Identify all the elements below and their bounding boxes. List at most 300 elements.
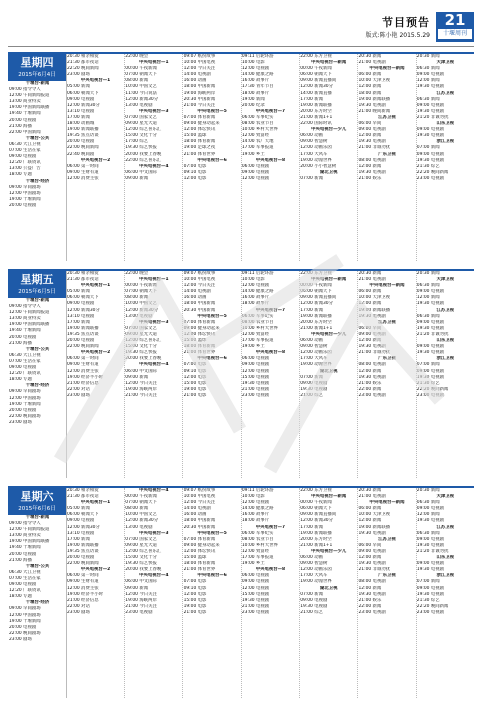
day-name: 星期五 — [20, 273, 54, 286]
day-header — [8, 488, 66, 515]
program-entry: 19:00 新闻联播 — [300, 313, 332, 319]
program-entry: 22:00 新闻 — [358, 603, 382, 609]
program-entry: 09:00 生财有道 — [67, 362, 99, 368]
program-entry: 06:00 朝闻天下 — [67, 90, 99, 96]
program-entry: 18:00 专题 — [9, 377, 32, 383]
program-entry: 20:30 新闻 — [416, 54, 440, 59]
program-entry: 11:00 今日说法 — [125, 90, 157, 96]
program-entry: 21:00 娱乐 — [358, 597, 382, 603]
program-entry: 10:00 电影 — [241, 494, 265, 500]
program-entry: 09:00 生财有道 — [67, 169, 99, 175]
program-entry: 09:00 电视剧 — [416, 536, 445, 542]
program-entry: 21:30 综艺 — [416, 380, 440, 386]
program-entry: 18:00 体育新闻 — [183, 344, 216, 350]
program-entry: 22:40 晚间剧 — [67, 151, 95, 157]
channel-heading: 湖北卫视 — [319, 368, 338, 374]
program-entry: 21:00 今日关注 — [125, 392, 157, 398]
program-entry: 07:00 国家文艺 — [125, 536, 157, 542]
channel-heading: 江苏卫视 — [378, 319, 396, 325]
program-entry: 09:00 电视剧 — [9, 365, 37, 371]
program-entry: 12:00 电影 — [183, 591, 207, 597]
program-entry: 09:00 电视剧 — [416, 344, 445, 350]
channel-heading: 湖北卫视 — [319, 169, 338, 175]
program-entry: 21:00 新闻1+1 — [300, 542, 333, 548]
program-entry: 07:00 新闻 — [416, 362, 440, 368]
program-entry: 20:00 我要上春晚 — [125, 356, 162, 362]
program-entry: 12:00 体坛快讯 — [183, 548, 216, 554]
program-entry: 19:30 电视剧 — [416, 325, 445, 331]
program-entry: 09:00 电视剧 — [67, 96, 95, 102]
program-entry: 21:00 海播 — [9, 557, 32, 563]
channel-heading: 中央电视台—1 — [80, 500, 111, 506]
header-rule — [8, 46, 474, 47]
program-entry: 14:00 农广天地 — [241, 139, 274, 145]
page-number: 21 — [444, 11, 466, 29]
channel-heading: 中央电视台—少儿 — [311, 127, 347, 133]
program-entry: 09:00 星光大道 — [125, 542, 157, 548]
program-entry: 12:00 新闻 — [358, 585, 382, 591]
program-entry: 13:00 商业特卖 — [9, 316, 41, 322]
program-entry: 10:00 电影 — [241, 60, 265, 66]
program-entry: 21:00 海播 — [9, 340, 32, 346]
channel-heading: 中央电视台—5 — [197, 530, 227, 536]
schedule-column — [66, 54, 125, 261]
program-entry: 19:00 乡土 — [241, 561, 265, 567]
program-entry: 12:00 午间新闻报道 — [9, 527, 50, 533]
program-entry: 06:30 新闻 — [416, 313, 440, 319]
program-entry: 00:00 午夜新闻 — [300, 500, 332, 506]
program-entry: 19:30 电视剧 — [358, 374, 386, 380]
program-entry: 08:00 新闻 — [125, 295, 149, 301]
program-entry: 09:00 智慧树 — [300, 139, 328, 145]
program-entry: 20:00 电视剧 — [67, 338, 95, 344]
day-column — [8, 54, 67, 261]
program-entry: 17:00 新闻 — [300, 96, 324, 102]
program-entry: 12:00 体坛快讯 — [183, 127, 216, 133]
program-entry: 23:00 剧场 — [67, 72, 90, 78]
program-entry: 20:30 新闻 — [358, 54, 382, 59]
program-entry: 09:00 新闻直播间 — [300, 512, 337, 518]
program-entry: 22:00 晚间剧场 — [9, 630, 41, 636]
program-entry: 06:00 早间 — [358, 325, 382, 331]
program-entry: 09:00 指令令人 — [9, 304, 41, 310]
program-entry: 19:30 电视剧 — [416, 350, 445, 356]
program-entry: 19:00 新闻联播 — [300, 530, 332, 536]
channel-heading: 中央电视台—4 — [139, 573, 169, 579]
program-entry: 22:00 东方卫视 — [300, 271, 332, 276]
program-entry: 22:00 中国新闻 — [9, 129, 41, 135]
channel-heading: 天津卫视 — [436, 277, 455, 283]
program-entry: 13:10 电视剧 — [67, 530, 95, 536]
program-entry: 17:00 新闻 — [300, 307, 324, 313]
day-column — [8, 271, 67, 478]
program-entry: 12:00 新闻 — [358, 84, 382, 90]
program-entry: 12:00 消费主张 — [67, 368, 99, 374]
program-entry: 16:00 故事片 — [241, 78, 270, 84]
channel-heading: 广东卫视 — [378, 151, 396, 157]
program-entry: 09:00 早间剧场 — [9, 606, 41, 612]
program-entry: 06:30 新闻 — [416, 500, 440, 506]
program-entry: 23:00 电视剧 — [416, 392, 445, 398]
program-entry: 19:00 新闻联播 — [358, 307, 391, 313]
program-entry: 20:30 新闻 — [416, 488, 440, 493]
program-entry: 07:00 体育新闻 — [183, 114, 216, 120]
program-entry: 12:00 动画乐园 — [300, 350, 332, 356]
program-entry: 06:30 新闻 — [416, 530, 440, 536]
program-entry: 06:00 中文国际 — [125, 579, 157, 585]
program-entry: 19:30 电视剧 — [416, 301, 445, 307]
program-entry: 20:00 电视剧 — [67, 555, 95, 561]
program-entry: 19:00 海峡两岸 — [125, 597, 157, 603]
program-entry: 19:00 新闻联播 — [67, 127, 99, 133]
program-entry: 07:00 生活在家 — [9, 358, 41, 364]
day-name: 星期六 — [20, 490, 54, 503]
program-entry: 21:00 综艺 — [300, 609, 324, 615]
program-entry: 19:35 焦点访谈 — [67, 331, 99, 337]
schedule-column — [416, 54, 474, 261]
program-entry: 06:00 朝闻天下 — [300, 506, 332, 512]
program-entry: 12:00 新闻30分 — [67, 307, 100, 313]
program-entry: 21:30 综艺 — [416, 597, 440, 603]
program-entry: 19:30 电视剧 — [416, 84, 445, 90]
program-entry: 09:00 生财有道 — [67, 579, 99, 585]
program-entry: 09:00 电视剧 — [416, 72, 445, 78]
program-entry: 19:30 电视剧 — [416, 133, 445, 139]
channel-heading: 中央电视台—2 — [80, 567, 111, 573]
program-entry: 06:30 新闻 — [416, 96, 440, 102]
program-entry: 18:00 专题 — [9, 172, 32, 178]
channel-heading: 江苏卫视 — [436, 524, 455, 530]
program-entry: 19:30 电视剧 — [358, 139, 386, 145]
program-entry: 12:00 新闻 — [358, 368, 382, 374]
program-entry: 06:00 第一时间 — [67, 356, 99, 362]
day-name: 星期四 — [20, 56, 54, 69]
program-entry: 17:00 大风车 — [300, 151, 328, 157]
program-entry: 07:00 电影 — [183, 163, 207, 169]
program-entry: 09:10 电影 — [183, 585, 207, 591]
channel-heading: 中央电视台—3 — [139, 108, 169, 114]
program-entry: 20:30 中国新闻 — [183, 524, 216, 530]
channel-heading: 广东卫视 — [378, 573, 396, 579]
program-entry: 19:00 足球之夜 — [183, 145, 216, 151]
day-header — [8, 54, 66, 81]
channel-heading: 中央电视台—2 — [80, 350, 111, 356]
program-entry: 06:00 军事纪实 — [241, 114, 274, 120]
program-entry: 22:20 晚间新闻 — [67, 66, 99, 72]
program-entry: 19:30 电视剧 — [416, 108, 445, 114]
program-entry: 19:30 电视剧 — [358, 169, 386, 175]
program-entry: 09:00 新闻直播间 — [300, 78, 337, 84]
program-entry: 18:00 故事片 — [241, 90, 270, 96]
program-entry: 19:00 乡土 — [241, 151, 265, 157]
program-entry: 17:00 新闻 — [67, 536, 90, 542]
program-entry: 19:30 电视剧 — [358, 591, 386, 597]
program-entry: 09:00 新闻 — [125, 585, 149, 591]
program-entry: 13:00 商业特卖 — [9, 99, 41, 105]
program-entry: 19:00 乡土 — [241, 344, 265, 350]
program-entry: 18:00 体育新闻 — [183, 139, 216, 145]
program-entry: 21:00 电影 — [183, 609, 207, 615]
program-entry: 22:00 国际时讯 — [300, 121, 332, 127]
channel-heading: 中央电视台—4 — [139, 488, 169, 493]
program-entry: 06:30 大江卫视 — [9, 352, 41, 358]
program-entry: 09:00 电视剧 — [416, 506, 445, 512]
publication-name: 十堰周刊 — [438, 29, 472, 39]
program-entry: 09:00 健身动起来 — [183, 325, 220, 331]
channel-heading: 江苏卫视 — [378, 536, 396, 542]
program-entry: 06:00 朝闻天下 — [300, 72, 332, 78]
program-entry: 06:00 朝闻天下 — [67, 512, 99, 518]
program-entry: 20:30 新闻 — [358, 271, 382, 276]
program-entry: 12:00 体坛快讯 — [183, 331, 216, 337]
program-entry: 06:30 大江卫视 — [9, 569, 41, 575]
channel-heading: 中央电视台—新闻 — [369, 66, 405, 72]
program-entry: 19:40 十堰新闻 — [9, 328, 41, 334]
program-entry: 20:00 我要上春晚 — [125, 567, 162, 573]
program-entry: 12:00 综艺喜乐汇 — [125, 548, 162, 554]
schedule-column — [183, 271, 242, 478]
program-entry: 09:00 电视剧 — [416, 289, 445, 295]
program-entry: 15:00 篮球 — [183, 338, 207, 344]
program-entry: 19:00 十堰新闻 — [9, 618, 41, 624]
program-entry: 12:00 新闻 — [416, 512, 440, 518]
program-entry: 16:00 动画 — [183, 295, 207, 301]
program-entry: 06:00 第一时间 — [67, 573, 99, 579]
program-entry: 17:00 新闻 — [67, 319, 90, 325]
program-entry: 20:00 电视剧 — [9, 117, 37, 123]
day-section — [8, 269, 474, 478]
program-entry: 15:00 电影 — [183, 597, 207, 603]
program-entry: 07:00 体育新闻 — [183, 319, 216, 325]
program-entry: 19:00 电影 — [183, 603, 207, 609]
channel-heading: 十堰台·经济 — [25, 600, 50, 606]
program-entry: 06:00 朝闻天下 — [300, 289, 332, 295]
program-entry: 09:00 电视剧 — [67, 518, 95, 524]
program-entry: 08:00 电视剧 — [358, 579, 386, 585]
program-entry: 08:00 农业节目 — [241, 536, 274, 542]
program-entry: 21:30 都市夜话 — [67, 60, 99, 66]
program-entry: 22:00 晚间剧场 — [9, 413, 41, 419]
program-entry: 12:00 电影 — [183, 175, 207, 181]
program-entry: 09:00 新闻直播间 — [300, 295, 337, 301]
program-entry: 18:00 故事片 — [241, 518, 270, 524]
program-entry: 21:00 综艺 — [300, 392, 324, 398]
program-entry: 07:00 新闻 — [300, 175, 324, 181]
program-entry: 21:00 经济信息 — [67, 597, 99, 603]
program-entry: 09:11 后轮环游 — [241, 271, 274, 276]
schedule-column — [66, 488, 125, 698]
channel-heading: 中央电视台—新闻 — [311, 60, 347, 66]
program-entry: 13:00 电视剧 — [125, 102, 153, 108]
program-entry: 17:00 军事报道 — [241, 145, 274, 151]
day-date: 2015年6月6日 — [18, 506, 56, 512]
program-entry: 19:40 十堰新闻 — [9, 111, 41, 117]
program-entry: 21:00 娱乐 — [358, 175, 382, 181]
program-entry: 19:00 新闻联播 — [358, 96, 391, 102]
program-entry: 12:00 午间新闻报道 — [9, 310, 50, 316]
program-entry: 07:00 生活在家 — [9, 575, 41, 581]
program-entry: 19:00 新闻联播 — [358, 524, 391, 530]
program-entry: 10:00 乡村大世界 — [241, 542, 278, 548]
program-entry: 19:30 电视剧 — [241, 380, 270, 386]
program-entry: 21:00 新闻1+1 — [300, 114, 333, 120]
program-entry: 05:00 新闻 — [67, 289, 90, 295]
program-entry: 23:00 剧场 — [67, 609, 90, 615]
program-entry: 20:00 电视剧 — [9, 334, 37, 340]
program-entry: 09:00 指令令人 — [9, 521, 41, 527]
program-entry: 09:11 后轮环游 — [241, 488, 274, 493]
program-entry: 22:00 新闻 — [358, 386, 382, 392]
channel-heading: 中央电视台—3 — [139, 319, 169, 325]
program-entry: 14:00 电视剧 — [183, 72, 211, 78]
program-entry: 08:00 农业节目 — [241, 121, 274, 127]
program-entry: 21:00 电视剧 — [241, 386, 270, 392]
program-entry: 20:00 我要上春晚 — [125, 151, 162, 157]
program-entry: 12:00 新闻 — [358, 555, 382, 561]
program-entry: 15:00 篮球 — [183, 133, 207, 139]
program-entry: 15:00 文化十分 — [125, 133, 157, 139]
program-entry: 22:00 对话 — [67, 386, 90, 392]
program-entry: 09:00 电视剧 — [416, 585, 445, 591]
schedule-list — [8, 298, 66, 426]
program-entry: 07:00 朝闻天下 — [125, 72, 157, 78]
program-entry: 12:00 新闻 — [358, 163, 382, 169]
schedule-column — [416, 488, 474, 698]
program-entry: 12:00 中国剧场 — [9, 612, 41, 618]
program-entry: 08:00 电视剧 — [358, 362, 386, 368]
channel-heading: 中央电视台—7 — [255, 307, 286, 313]
program-entry: 06:00 军事纪实 — [241, 313, 274, 319]
program-entry: 18:00 故事片 — [241, 301, 270, 307]
program-entry: 19:30 电视剧 — [241, 597, 270, 603]
program-entry: 13:00 商业特卖 — [9, 533, 41, 539]
program-entry: 12:00 新闻30分 — [125, 307, 159, 313]
program-entry: 20:00 东方时空 — [300, 319, 332, 325]
program-entry: 23:00 剧场 — [9, 636, 32, 642]
channel-heading: 广东卫视 — [378, 356, 396, 362]
program-entry: 09:00 电视剧 — [358, 548, 386, 554]
channel-heading: 山东卫视 — [436, 121, 455, 127]
program-entry: 12:00 新闻 — [416, 78, 440, 84]
program-entry: 12:00 电视剧 — [241, 500, 270, 506]
program-entry: 20:30 相亲相爱 — [67, 271, 99, 276]
program-entry: 09:00 电视剧 — [416, 127, 445, 133]
channel-heading: 山东卫视 — [436, 555, 455, 561]
page-header — [0, 0, 482, 46]
program-entry: 21:00 非诚勿扰 — [358, 350, 391, 356]
program-entry: 00:00 午夜新闻 — [300, 283, 332, 289]
program-entry: 07:00 体育新闻 — [183, 536, 216, 542]
program-entry: 19:00 海峡两岸 — [183, 90, 216, 96]
program-entry: 19:00 新闻 — [241, 96, 265, 102]
program-entry: 12:00 致富经 — [241, 548, 270, 554]
schedule-column — [66, 271, 125, 478]
program-entry: 12:00 新闻30分 — [125, 518, 159, 524]
program-entry: 21:00 电视剧 — [358, 60, 386, 66]
day-section — [8, 486, 474, 698]
program-entry: 06:30 新闻 — [416, 66, 440, 72]
program-entry: 20:30 相亲相爱 — [67, 488, 99, 493]
program-entry: 20:00 电视剧 — [9, 202, 37, 208]
program-entry: 13:10 电视剧 — [67, 313, 95, 319]
channel-heading: 十堰台·经济 — [25, 178, 50, 184]
program-entry: 15:00 电影 — [183, 380, 207, 386]
program-entry: 12:00 致富经 — [241, 331, 270, 337]
program-entry: 12:00 今日关注 — [183, 66, 216, 72]
program-entry: 09:10 电影 — [183, 368, 207, 374]
program-entry: 12:00 综艺喜乐汇 — [125, 338, 162, 344]
channel-heading: 江苏卫视 — [436, 307, 455, 313]
program-entry: 21:00 今日关注 — [125, 603, 157, 609]
program-entry: 19:00 新闻联播 — [67, 542, 99, 548]
program-entry: 12:00 今日关注 — [183, 500, 216, 506]
program-entry: 09:00 电视剧 — [9, 582, 37, 588]
program-entry: 22:00 综艺喜乐汇 — [125, 157, 162, 163]
program-entry: 23:00 电视剧 — [241, 609, 270, 615]
program-entry: 19:00 新闻联播 — [300, 102, 332, 108]
program-entry: 12:00 电视剧 — [241, 283, 270, 289]
channel-heading: 中央电视台—新闻 — [311, 277, 347, 283]
program-entry: 23:00 剧场 — [67, 392, 90, 398]
channel-heading: 中央电视台—少儿 — [311, 331, 347, 337]
program-entry: 23:00 电视剧 — [416, 609, 445, 615]
program-entry: 10:00 电影 — [241, 277, 265, 283]
channel-heading: 浙江卫视 — [436, 573, 455, 579]
schedule-column — [124, 271, 183, 478]
program-entry: 09:00 电视剧 — [358, 127, 386, 133]
channel-heading: 湖北卫视 — [319, 585, 338, 591]
program-entry: 12:00 电视剧 — [241, 368, 270, 374]
channel-heading: 中央电视台—2 — [80, 157, 111, 163]
program-entry: 20:00 纪录 — [241, 102, 265, 108]
program-entry: 21:00 新闻1+1 — [300, 325, 333, 331]
program-entry: 12:00 新闻30分 — [300, 84, 333, 90]
schedule-column — [358, 271, 417, 478]
program-entry: 20:00 东方时空 — [300, 536, 332, 542]
channel-heading: 中央电视台—4 — [139, 362, 169, 368]
program-entry: 22:20 晚间新闻 — [416, 169, 449, 175]
program-entry: 06:00 电视剧 — [241, 573, 270, 579]
program-entry: 22:00 东方卫视 — [300, 488, 332, 493]
program-entry: 10:00 天津卫视 — [358, 512, 391, 518]
channel-heading: 中央电视台—1 — [139, 277, 169, 283]
program-entry: 12:00 新闻30分 — [67, 524, 100, 530]
program-entry: 06:30 大江卫视 — [9, 141, 41, 147]
program-entry: 07:00 新闻 — [416, 579, 440, 585]
channel-heading: 江苏卫视 — [436, 90, 455, 96]
channel-heading: 十堰台·经济 — [25, 383, 50, 389]
program-entry: 12:00 新闻 — [358, 518, 382, 524]
program-entry: 19:30 电视剧 — [416, 591, 445, 597]
program-entry: 21:00 海播 — [9, 123, 32, 129]
program-entry: 06:00 军事纪实 — [241, 530, 274, 536]
program-entry: 23:00 剧场 — [9, 419, 32, 425]
program-entry: 09:00 健身动起来 — [183, 542, 220, 548]
program-entry: 13:00 电视剧 — [125, 524, 153, 530]
channel-heading: 中央电视台—8 — [255, 157, 286, 163]
program-entry: 06:00 中文国际 — [125, 169, 157, 175]
schedule-list — [8, 515, 66, 643]
program-entry: 19:00 中国新闻联播 — [9, 105, 50, 111]
program-entry: 19:35 焦点访谈 — [67, 133, 99, 139]
program-entry: 19:00 十堰新闻 — [9, 196, 41, 202]
program-entry: 18:00 中国新闻 — [183, 301, 216, 307]
program-entry: 09:00 电视剧 — [358, 331, 386, 337]
channel-heading: 中央电视台—新闻 — [369, 283, 405, 289]
channel-heading: 浙江卫视 — [436, 139, 455, 145]
program-entry: 09:00 电视剧 — [300, 597, 328, 603]
program-entry: 10:00 中国文艺 — [125, 512, 157, 518]
